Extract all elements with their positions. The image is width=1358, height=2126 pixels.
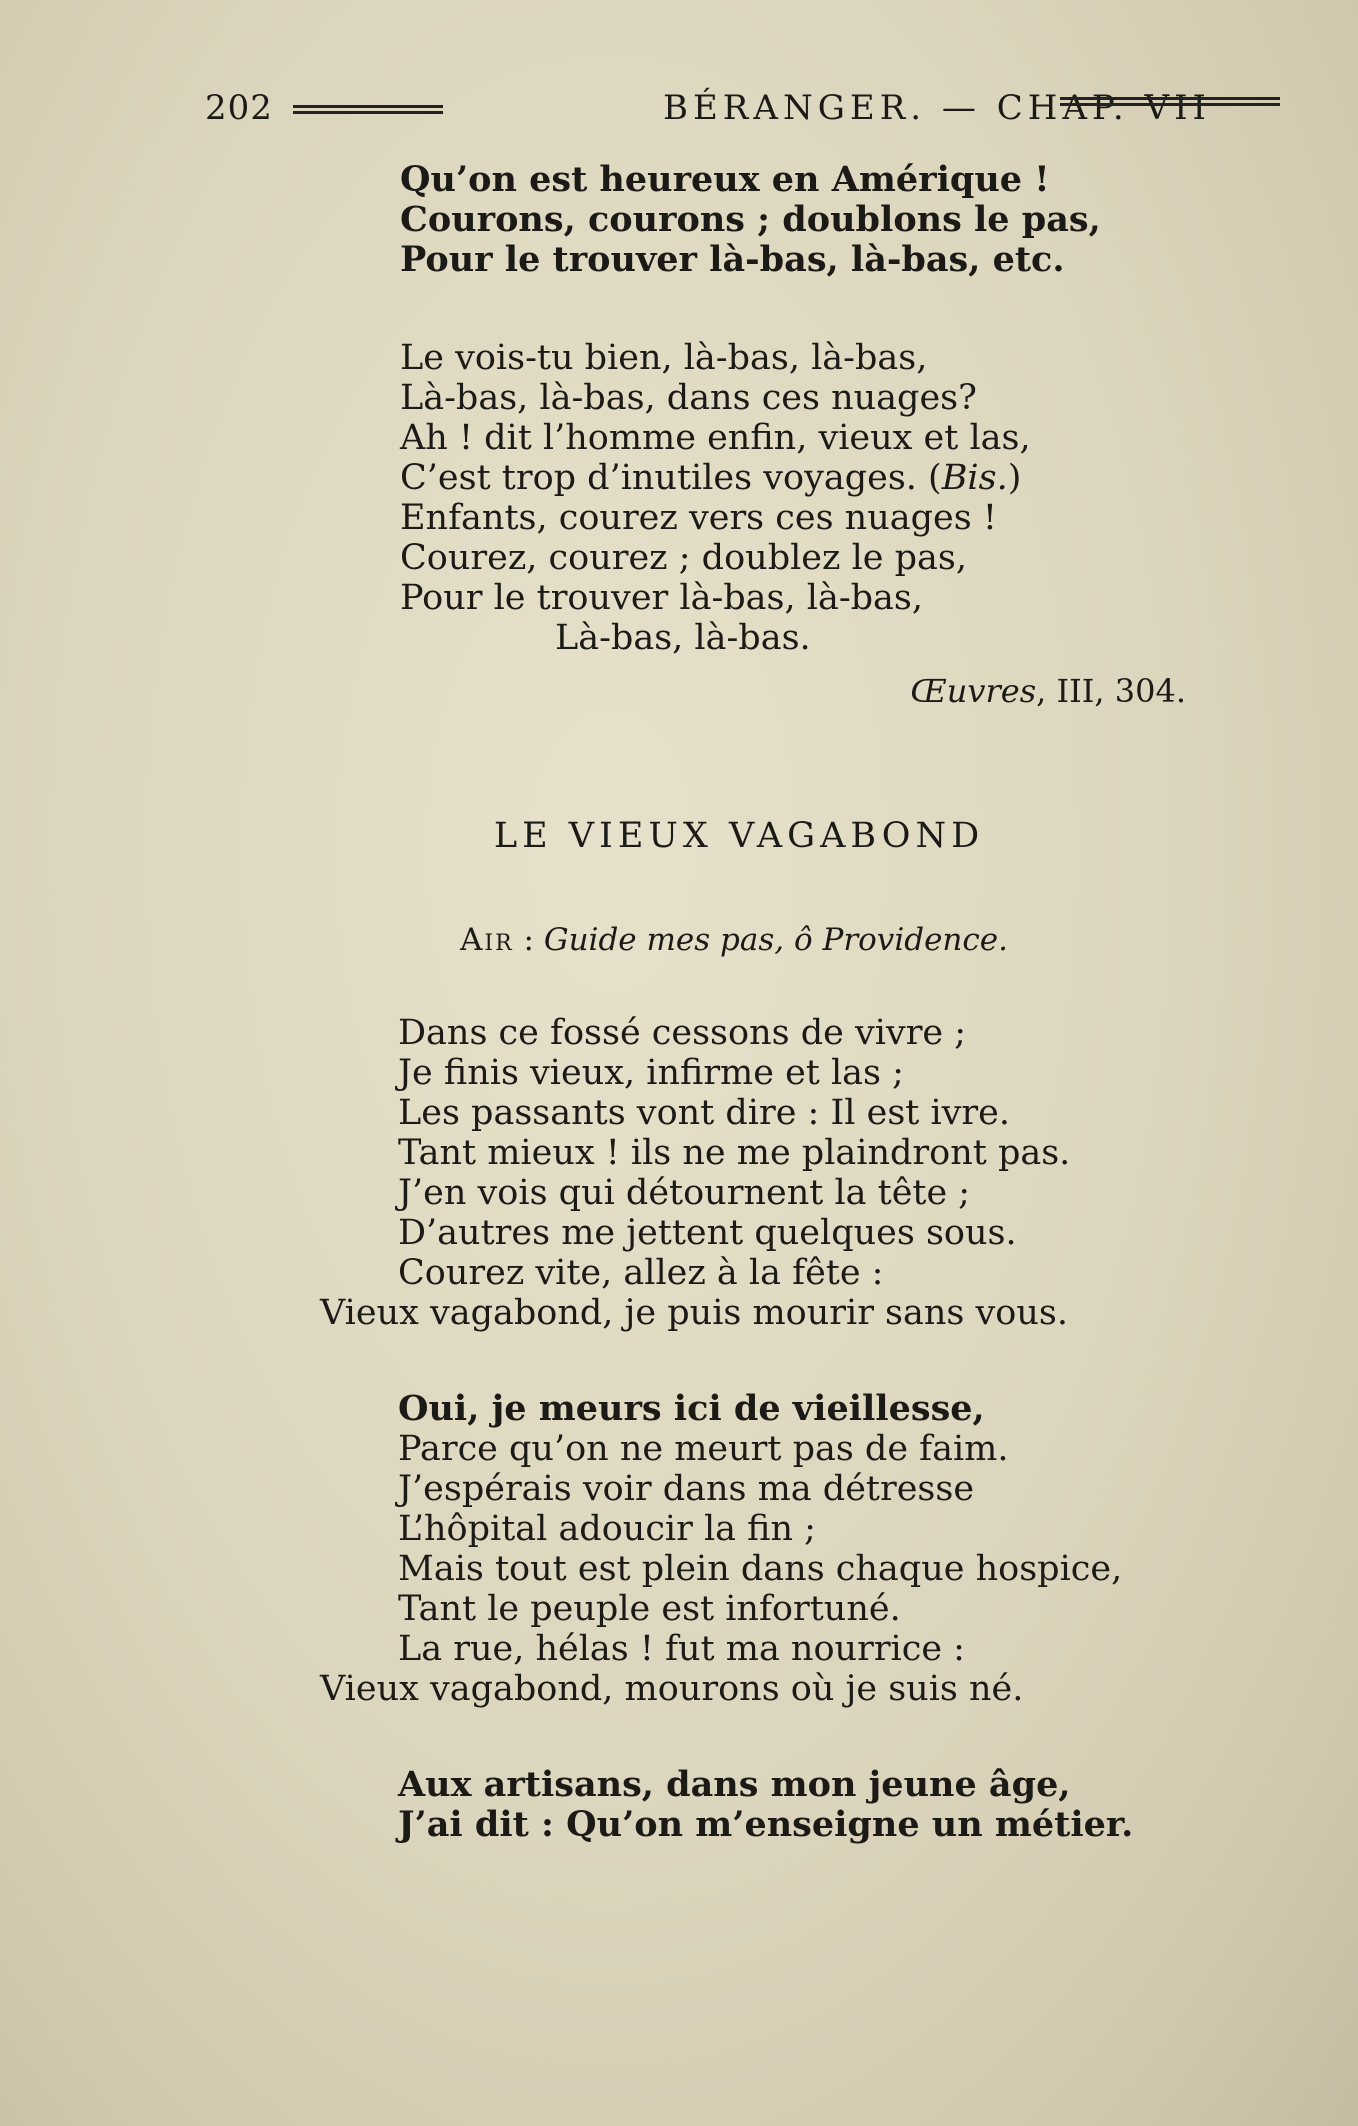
verse-line: J’espérais voir dans ma détresse: [398, 1469, 975, 1509]
verse-line: Le vois-tu bien, là-bas, là-bas,: [400, 338, 928, 378]
air-label: Air: [460, 922, 514, 958]
verse-line: Aux artisans, dans mon jeune âge,: [398, 1764, 1071, 1805]
verse-line: Là-bas, là-bas, dans ces nuages?: [400, 378, 977, 418]
verse-line: J’en vois qui détournent la tête ;: [398, 1173, 971, 1213]
verse-line: Parce qu’on ne meurt pas de faim.: [398, 1429, 1009, 1469]
source-citation: [910, 672, 1186, 710]
verse-line: D’autres me jettent quelques sous.: [398, 1213, 1017, 1253]
air-separator: :: [513, 922, 544, 958]
verse-line-refrain: Là-bas, là-bas.: [555, 618, 811, 658]
verse-line: Courez vite, allez à la fête :: [398, 1253, 884, 1293]
bis-close: ): [1007, 458, 1022, 498]
verse-text: C’est trop d’inutiles voyages. (: [400, 458, 942, 498]
verse-line: Ah ! dit l’homme enfin, vieux et las,: [400, 418, 1031, 458]
verse-line: Tant le peuple est infortuné.: [398, 1589, 901, 1629]
verse-line: Qu’on est heureux en Amérique !: [400, 159, 1050, 200]
page-header: [205, 80, 1280, 140]
verse-line: Dans ce fossé cessons de vivre ;: [398, 1013, 967, 1053]
source-work: Œuvres: [910, 672, 1037, 710]
tune-indication: [460, 922, 1008, 958]
verse-line: J’ai dit : Qu’on m’enseigne un métier.: [398, 1804, 1134, 1845]
verse-line: Pour le trouver là-bas, là-bas,: [400, 578, 924, 618]
bis-marker: Bis.: [941, 458, 1008, 498]
verse-line-refrain: Vieux vagabond, je puis mourir sans vous.: [320, 1293, 1068, 1333]
verse-line: Tant mieux ! ils ne me plaindront pas.: [398, 1133, 1071, 1173]
page-number: 202: [205, 88, 273, 128]
air-tune: Guide mes pas, ô Providence.: [543, 922, 1008, 958]
source-ref: , III, 304.: [1036, 672, 1186, 710]
verse-line: Courez, courez ; doublez le pas,: [400, 538, 967, 578]
verse-line-with-bis: [400, 458, 1021, 498]
verse-line: Je finis vieux, infirme et las ;: [398, 1053, 904, 1093]
poem-title: LE VIEUX VAGABOND: [493, 816, 985, 856]
verse-line: Les passants vont dire : Il est ivre.: [398, 1093, 1011, 1133]
verse-line: Courons, courons ; doublons le pas,: [400, 199, 1101, 240]
verse-line: Oui, je meurs ici de vieillesse,: [398, 1388, 985, 1429]
verse-line: L’hôpital adoucir la fin ;: [398, 1509, 816, 1549]
verse-line: Enfants, courez vers ces nuages !: [400, 498, 997, 538]
verse-line: Pour le trouver là-bas, là-bas, etc.: [400, 239, 1065, 280]
header-rule-right: [1060, 97, 1280, 106]
running-title: BÉRANGER. — CHAP. VII: [663, 88, 1211, 128]
verse-line-refrain: Vieux vagabond, mourons où je suis né.: [320, 1669, 1024, 1709]
verse-line: La rue, hélas ! fut ma nourrice :: [398, 1629, 965, 1669]
header-rule-left: [293, 105, 443, 114]
verse-line: Mais tout est plein dans chaque hospice,: [398, 1549, 1123, 1589]
